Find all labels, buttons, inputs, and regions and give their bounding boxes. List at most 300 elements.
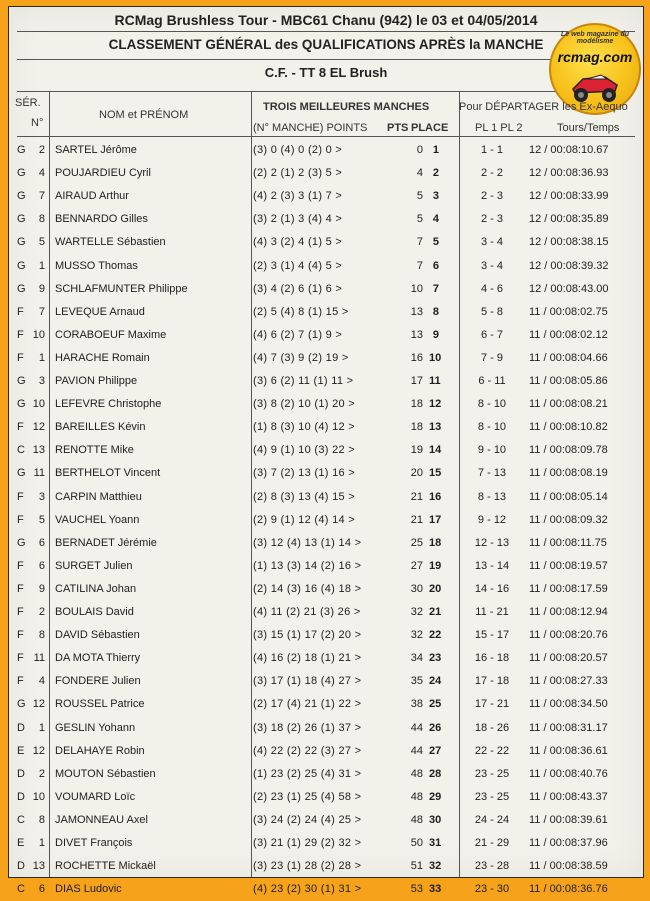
table-row [9,763,643,786]
header-pts: PTS [387,122,409,134]
number: 4 [38,675,45,688]
driver-name: BOULAIS David [55,606,134,618]
heat-results: (3) 2 (1) 3 (4) 4 > [253,213,343,226]
logo-name: rcmag.com [557,49,633,65]
heat-results: (2) 8 (3) 13 (4) 15 > [253,490,355,503]
laps-time: 11 / 00:08:36.76 [529,883,608,896]
table-row [9,139,643,162]
driver-name: CORABOEUF Maxime [55,328,167,341]
place: 20 [429,582,442,595]
laps-time: 11 / 00:08:02.75 [529,305,608,318]
place: 23 [429,652,442,665]
tiebreak-places: 1 - 1 [480,144,503,156]
tiebreak-places: 23 - 28 [474,860,510,873]
table-row [9,347,643,370]
tiebreak-places: 9 - 12 [477,513,507,526]
heat-results: (2) 2 (1) 2 (3) 5 > [253,167,343,180]
number: 10 [32,328,45,341]
series: G [17,536,26,549]
tiebreak-places: 15 - 17 [474,629,510,642]
place: 17 [429,513,442,526]
points: 7 [416,236,423,249]
header-tiebreak: Pour DÉPARTAGER les Ex-Aequo [459,101,628,113]
table-row [9,301,643,324]
place: 24 [429,675,442,688]
heat-results: (3) 21 (1) 29 (2) 32 > [253,837,362,849]
tiebreak-places: 23 - 25 [474,790,510,803]
place: 31 [429,837,442,849]
laps-time: 11 / 00:08:10.82 [529,421,608,434]
driver-name: SCHLAFMUNTER Philippe [55,282,188,295]
divider [17,31,635,32]
tiebreak-places: 23 - 30 [474,883,510,896]
points: 5 [416,213,423,226]
points: 48 [410,813,423,826]
driver-name: CATILINA Johan [55,582,137,595]
points: 17 [410,375,423,387]
series: G [17,398,26,411]
table-row [9,809,643,832]
number: 6 [38,883,45,896]
number: 2 [38,144,45,156]
laps-time: 12 / 00:08:38.15 [529,236,609,249]
table-row [9,393,643,416]
series: F [17,606,24,618]
heat-results: (2) 5 (4) 8 (1) 15 > [253,305,349,318]
laps-time: 12 / 00:08:36.93 [529,167,609,180]
points: 51 [410,860,423,873]
table-row [9,185,643,208]
points: 10 [410,282,423,295]
laps-time: 12 / 00:08:33.99 [529,190,609,203]
tiebreak-places: 2 - 3 [480,213,503,226]
driver-name: POUJARDIEU Cyril [55,167,151,180]
driver-name: HARACHE Romain [55,351,150,364]
tiebreak-places: 12 - 13 [474,536,510,549]
tiebreak-places: 23 - 25 [474,767,510,780]
table-row [9,162,643,185]
driver-name: BAREILLES Kévin [55,421,146,434]
series: C [17,444,25,457]
place: 32 [429,860,442,873]
driver-name: BERNADET Jérémie [55,536,157,549]
points: 44 [410,744,423,757]
table-row [9,509,643,532]
points: 30 [410,582,423,595]
heat-results: (1) 8 (3) 10 (4) 12 > [253,421,355,434]
points: 18 [410,398,423,411]
table-row [9,647,643,670]
place: 2 [432,167,439,180]
series: C [17,813,25,826]
divider [17,136,635,137]
place: 8 [432,305,439,318]
points: 32 [410,606,423,618]
tiebreak-places: 13 - 14 [474,559,510,572]
heat-results: (3) 17 (1) 18 (4) 27 > [253,675,362,688]
driver-name: BENNARDO Gilles [55,213,148,226]
heat-results: (3) 7 (2) 13 (1) 16 > [253,467,355,480]
series: F [17,305,24,318]
heat-results: (2) 14 (3) 16 (4) 18 > [253,582,362,595]
laps-time: 11 / 00:08:36.61 [529,744,608,757]
heat-results: (3) 8 (2) 10 (1) 20 > [253,398,355,411]
points: 5 [416,190,423,203]
laps-time: 11 / 00:08:12.94 [529,606,608,618]
laps-time: 12 / 00:08:10.67 [529,144,609,156]
series: F [17,421,24,434]
laps-time: 11 / 00:08:31.17 [529,721,608,734]
heat-results: (3) 23 (1) 28 (2) 28 > [253,860,362,873]
heat-results: (1) 13 (3) 14 (2) 16 > [253,559,362,572]
place: 30 [429,813,442,826]
heat-results: (2) 3 (1) 4 (4) 5 > [253,259,343,272]
place: 25 [429,698,442,711]
number: 12 [32,421,45,434]
header-pl: PL 1 PL 2 [475,122,523,134]
header-num: N° [31,117,44,129]
driver-name: CARPIN Matthieu [55,490,142,503]
laps-time: 11 / 00:08:09.78 [529,444,608,457]
driver-name: VAUCHEL Yoann [55,513,140,526]
tiebreak-places: 14 - 16 [474,582,510,595]
place: 28 [429,767,442,780]
divider [17,91,635,92]
number: 8 [38,813,45,826]
points: 18 [410,421,423,434]
driver-name: DIAS Ludovic [55,883,122,896]
driver-name: MOUTON Sébastien [55,767,156,780]
table-row [9,855,643,878]
category-title: C.F. - TT 8 EL Brush [264,65,388,80]
heat-results: (4) 16 (2) 18 (1) 21 > [253,652,362,665]
tiebreak-places: 6 - 11 [478,375,506,387]
series: C [17,883,25,896]
series: E [17,837,25,849]
number: 12 [32,744,45,757]
tiebreak-places: 7 - 13 [477,467,507,480]
driver-name: GESLIN Yohann [55,721,136,734]
number: 4 [38,167,45,180]
laps-time: 11 / 00:08:38.59 [529,860,608,873]
tiebreak-places: 11 - 21 [475,606,509,618]
table-row [9,486,643,509]
points: 48 [410,767,423,780]
table-row [9,624,643,647]
header-place: PLACE [411,122,449,134]
heat-results: (4) 9 (1) 10 (3) 22 > [253,444,355,457]
driver-name: VOUMARD Loïc [55,790,136,803]
laps-time: 11 / 00:08:34.50 [529,698,608,711]
laps-time: 11 / 00:08:43.37 [529,790,608,803]
points: 13 [410,305,423,318]
points: 20 [410,467,423,480]
laps-time: 11 / 00:08:19.57 [529,559,608,572]
series: G [17,213,26,226]
number: 1 [38,837,45,849]
tiebreak-places: 16 - 18 [474,652,510,665]
points: 19 [410,444,423,457]
number: 8 [38,629,45,642]
laps-time: 12 / 00:08:39.32 [529,259,609,272]
series: G [17,167,26,180]
number: 8 [38,213,45,226]
heat-results: (2) 23 (1) 25 (4) 58 > [253,790,362,803]
number: 13 [32,860,45,873]
laps-time: 11 / 00:08:17.59 [529,582,608,595]
table-row [9,462,643,485]
points: 21 [410,490,423,503]
series: D [17,767,25,780]
table-row [9,532,643,555]
series: F [17,582,24,595]
laps-time: 11 / 00:08:05.14 [529,490,608,503]
series: F [17,629,24,642]
points: 16 [410,351,423,364]
laps-time: 11 / 00:08:08.19 [529,467,608,480]
table-row [9,670,643,693]
tiebreak-places: 18 - 26 [474,721,510,734]
points: 4 [416,167,423,180]
heat-results: (4) 23 (2) 30 (1) 31 > [253,883,362,896]
points: 32 [410,629,423,642]
place: 22 [429,629,442,642]
tiebreak-places: 4 - 6 [480,282,503,295]
series: F [17,675,24,688]
driver-name: WARTELLE Sébastien [55,236,166,249]
table-row [9,740,643,763]
points: 44 [410,721,423,734]
heat-results: (3) 24 (2) 24 (4) 25 > [253,813,362,826]
tiebreak-places: 21 - 29 [474,837,510,849]
points: 35 [410,675,423,688]
table-row [9,717,643,740]
points: 13 [410,328,423,341]
place: 15 [429,467,442,480]
series: D [17,721,25,734]
laps-time: 11 / 00:08:40.76 [529,767,608,780]
table-row [9,555,643,578]
table-row [9,832,643,855]
heat-results: (3) 4 (2) 6 (1) 6 > [253,282,343,295]
place: 14 [429,444,442,457]
table-row [9,324,643,347]
tiebreak-places: 3 - 4 [480,259,503,272]
series: F [17,328,24,341]
ranking-title: CLASSEMENT GÉNÉRAL des QUALIFICATIONS APRÈS la MANCHE [108,37,544,52]
driver-name: LEVEQUE Arnaud [55,305,145,318]
place: 11 [429,375,441,387]
laps-time: 11 / 00:08:20.76 [529,629,608,642]
table-row [9,578,643,601]
divider [17,59,635,60]
logo-tagline: Le web magazine du modélisme [560,31,630,45]
place: 4 [432,213,439,226]
series: D [17,790,25,803]
number: 7 [38,305,45,318]
number: 1 [38,721,45,734]
place: 26 [429,721,442,734]
place: 1 [432,144,439,156]
number: 11 [33,652,45,665]
tiebreak-places: 17 - 18 [474,675,510,688]
tiebreak-places: 3 - 4 [480,236,503,249]
driver-name: PAVION Philippe [55,375,138,387]
number: 6 [38,536,45,549]
table-row [9,693,643,716]
points: 48 [410,790,423,803]
tiebreak-places: 7 - 9 [480,351,503,364]
place: 29 [429,790,442,803]
table-row [9,208,643,231]
points: 50 [410,837,423,849]
heat-results: (4) 6 (2) 7 (1) 9 > [253,328,343,341]
place: 21 [429,606,442,618]
tiebreak-places: 2 - 2 [480,167,503,180]
driver-name: DA MOTA Thierry [55,652,141,665]
heat-results: (4) 2 (3) 3 (1) 7 > [253,190,343,203]
laps-time: 11 / 00:08:20.57 [529,652,608,665]
heat-results: (1) 23 (2) 25 (4) 31 > [253,767,362,780]
driver-name: SARTEL Jérôme [55,144,137,156]
series: E [17,744,25,757]
results-sheet [8,6,644,896]
series: G [17,375,26,387]
series: F [17,513,24,526]
place: 13 [429,421,442,434]
laps-time: 11 / 00:08:02.12 [529,328,608,341]
event-title: RCMag Brushless Tour - MBC61 Chanu (942) le 03 et 04/05/2014 [114,12,538,28]
laps-time: 11 / 00:08:04.66 [529,351,608,364]
number: 1 [38,259,45,272]
series: G [17,282,26,295]
laps-time: 11 / 00:08:09.32 [529,513,608,526]
place: 10 [429,351,442,364]
laps-time: 12 / 00:08:43.00 [529,282,609,295]
table-row [9,439,643,462]
place: 3 [432,190,439,203]
number: 3 [38,375,45,387]
number: 13 [32,444,45,457]
heat-results: (3) 18 (2) 26 (1) 37 > [253,721,362,734]
place: 18 [429,536,442,549]
driver-name: DELAHAYE Robin [55,744,145,757]
points: 7 [416,259,423,272]
number: 3 [38,490,45,503]
driver-name: BERTHELOT Vincent [55,467,161,480]
table-row [9,231,643,254]
header-name: NOM et PRÉNOM [99,109,189,121]
tiebreak-places: 24 - 24 [474,813,510,826]
place: 33 [429,883,442,896]
driver-name: FONDERE Julien [55,675,141,688]
points: 53 [410,883,423,896]
tiebreak-places: 8 - 10 [477,421,507,434]
series: G [17,259,26,272]
driver-name: JAMONNEAU Axel [55,813,148,826]
heat-results: (3) 6 (2) 11 (1) 11 > [253,375,354,387]
driver-name: LEFEVRE Christophe [55,398,162,411]
place: 9 [432,328,439,341]
laps-time: 11 / 00:08:08.21 [529,398,608,411]
driver-name: AIRAUD Arthur [55,190,129,203]
number: 10 [32,398,45,411]
place: 5 [432,236,439,249]
table-row [9,878,643,901]
number: 2 [38,767,45,780]
header-best3: TROIS MEILLEURES MANCHES [263,101,430,113]
points: 25 [410,536,423,549]
tiebreak-places: 9 - 10 [477,444,507,457]
header-tours: Tours/Temps [557,122,620,134]
header-ser: SÉR. [15,97,41,109]
number: 5 [38,236,45,249]
number: 12 [32,698,45,711]
table-row [9,255,643,278]
table-row [9,278,643,301]
driver-name: RENOTTE Mike [55,444,134,457]
series: G [17,236,26,249]
heat-results: (3) 15 (1) 17 (2) 20 > [253,629,362,642]
header-manche: (N° MANCHE) POINTS [253,122,368,134]
laps-time: 11 / 00:08:27.33 [529,675,608,688]
series: F [17,559,24,572]
number: 2 [38,606,45,618]
place: 16 [429,490,442,503]
number: 5 [38,513,45,526]
series: D [17,860,25,873]
table-row [9,601,643,624]
number: 9 [38,582,45,595]
place: 7 [432,282,439,295]
series: F [17,490,24,503]
tiebreak-places: 8 - 13 [477,490,507,503]
heat-results: (2) 9 (1) 12 (4) 14 > [253,513,355,526]
driver-name: DAVID Sébastien [55,629,140,642]
number: 6 [38,559,45,572]
heat-results: (3) 12 (4) 13 (1) 14 > [253,536,362,549]
number: 1 [38,351,45,364]
table-row [9,786,643,809]
tiebreak-places: 17 - 21 [474,698,510,711]
laps-time: 11 / 00:08:37.96 [529,837,608,849]
heat-results: (2) 17 (4) 21 (1) 22 > [253,698,362,711]
tiebreak-places: 22 - 22 [474,744,510,757]
series: F [17,652,24,665]
number: 9 [38,282,45,295]
place: 27 [429,744,442,757]
tiebreak-places: 6 - 7 [480,328,503,341]
number: 10 [32,790,45,803]
heat-results: (4) 22 (2) 22 (3) 27 > [253,744,362,757]
table-row [9,370,643,393]
points: 34 [410,652,423,665]
driver-name: DIVET François [55,837,133,849]
points: 0 [416,144,423,156]
tiebreak-places: 8 - 10 [477,398,507,411]
driver-name: MUSSO Thomas [55,259,138,272]
place: 19 [429,559,442,572]
series: G [17,190,26,203]
heat-results: (4) 11 (2) 21 (3) 26 > [253,606,361,618]
driver-name: SURGET Julien [55,559,133,572]
rc-car-icon [567,69,623,105]
tiebreak-places: 2 - 3 [480,190,503,203]
points: 27 [410,559,423,572]
heat-results: (3) 0 (4) 0 (2) 0 > [253,144,343,156]
laps-time: 11 / 00:08:11.75 [529,536,607,549]
tiebreak-places: 5 - 8 [480,305,503,318]
